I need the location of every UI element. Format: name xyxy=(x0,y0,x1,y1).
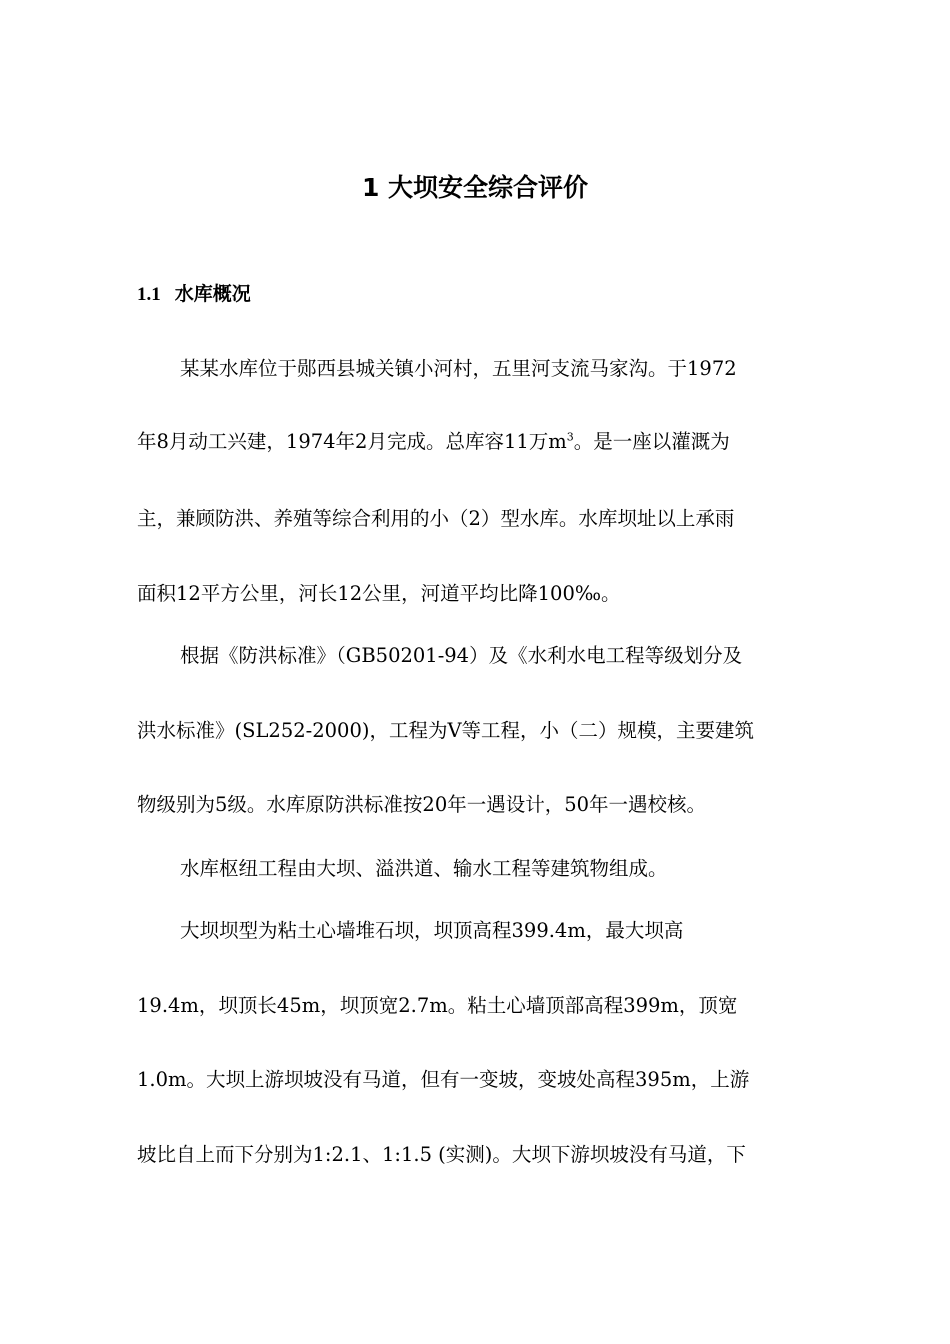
section-number: 1.1 xyxy=(137,284,161,305)
paragraph-1-line-1: 某某水库位于郧西县城关镇小河村，五里河支流马家沟。于1972 xyxy=(180,357,737,380)
paragraph-4-line-3: 1.0m。大坝上游坝坡没有马道，但有一变坡，变坡处高程395m，上游 xyxy=(137,1068,750,1091)
paragraph-1-line-2-tail: 。是一座以灌溉为 xyxy=(573,430,730,453)
paragraph-2-line-2: 洪水标准》(SL252-2000)，工程为Ⅴ等工程，小（二）规模，主要建筑 xyxy=(137,719,755,742)
paragraph-1-line-2-text: 年8月动工兴建，1974年2月完成。总库容11万m xyxy=(137,430,567,453)
chapter-title: 1 大坝安全综合评价 xyxy=(361,173,589,202)
paragraph-2-line-3: 物级别为5级。水库原防洪标准按20年一遇设计，50年一遇校核。 xyxy=(137,793,707,816)
paragraph-4-line-2: 19.4m，坝顶长45m，坝顶宽2.7m。粘土心墙顶部高程399m，顶宽 xyxy=(137,994,738,1017)
paragraph-1-line-2 xyxy=(137,428,827,456)
section-title: 水库概况 xyxy=(174,283,251,305)
paragraph-4-line-1: 大坝坝型为粘土心墙堆石坝，坝顶高程399.4m，最大坝高 xyxy=(180,919,684,942)
section-heading xyxy=(137,280,251,309)
paragraph-3-line-1: 水库枢纽工程由大坝、溢洪道、输水工程等建筑物组成。 xyxy=(180,857,668,880)
superscript-exponent: 3 xyxy=(566,430,574,444)
paragraph-1-line-3: 主，兼顾防洪、养殖等综合利用的小（2）型水库。水库坝址以上承雨 xyxy=(137,507,735,530)
paragraph-2-line-1: 根据《防洪标准》（GB50201-94）及《水利水电工程等级划分及 xyxy=(180,644,743,667)
paragraph-4-line-4: 坡比自上而下分别为1:2.1、1:1.5 (实测)。大坝下游坝坡没有马道，下 xyxy=(137,1143,746,1166)
paragraph-1-line-4: 面积12平方公里，河长12公里，河道平均比降100‰。 xyxy=(137,582,621,605)
